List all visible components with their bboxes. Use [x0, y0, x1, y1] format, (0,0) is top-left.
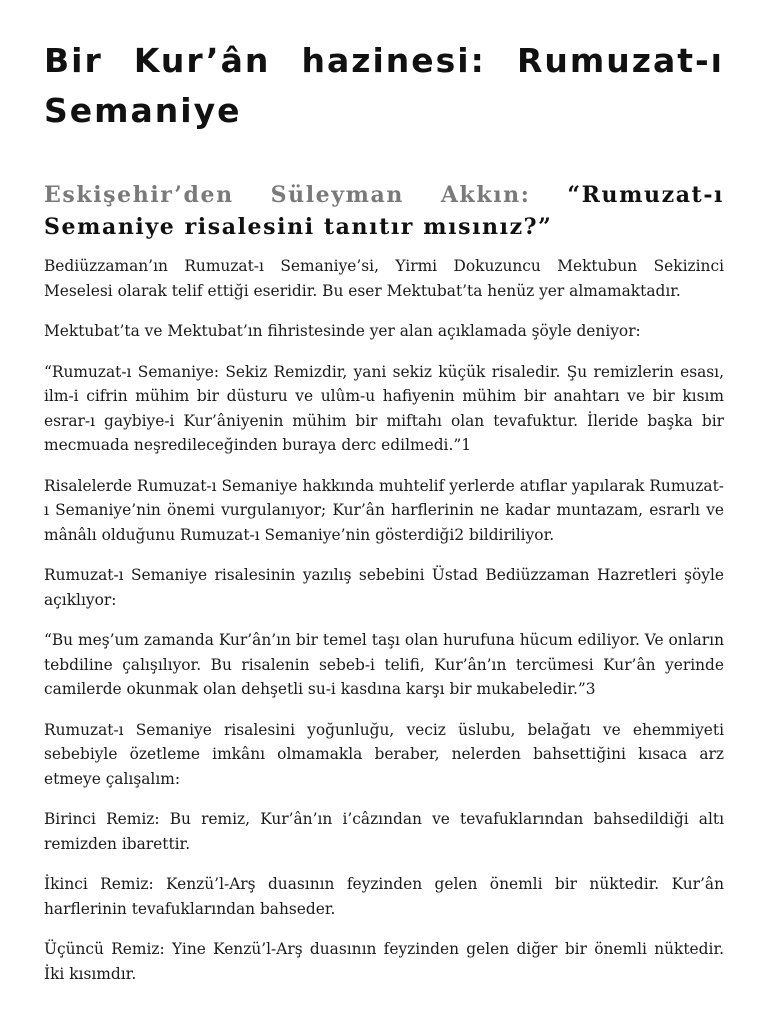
question-text: “Rumuzat-ı Semaniye risalesini tanıtır mısınız?” — [44, 182, 725, 240]
paragraph: Rumuzat-ı Semaniye risalesinin yazılış sebebini Üstad Bediüzzaman Hazretleri şöyle açıklıyor: — [44, 566, 724, 609]
paragraph: Risalelerde Rumuzat-ı Semaniye hakkında muhtelif yerlerde atıflar yapılarak Rumuzat-ı Semaniye’nin önemi vurgulanıyor; Kur’ân harflerinin ne kadar muntazam, esrarlı ve mânâlı olduğunu Rumuzat-ı Semaniye’nin gösterdiği2 bildiriliyor. — [44, 476, 724, 544]
article-page — [44, 36, 724, 1002]
question-author: Eskişehir’den Süleyman Akkın: — [44, 182, 531, 208]
paragraph: Rumuzat-ı Semaniye risalesini yoğunluğu, veciz üslubu, belağatı ve ehemmiyeti sebebiyle özetleme imkânı olmamakla beraber, nelerden bahsettiğini kısaca arz etmeye çalışalım: — [44, 720, 724, 788]
paragraph: Mektubat’ta ve Mektubat’ın fihristesinde yer alan açıklamada şöyle deniyor: — [44, 322, 641, 340]
paragraph: Bediüzzaman’ın Rumuzat-ı Semaniye’si, Yirmi Dokuzuncu Mektubun Sekizinci Meselesi olarak telif ettiği eseridir. Bu eser Mektubat’ta henüz yer almamaktadır. — [44, 257, 724, 300]
remiz-paragraph: İkinci Remiz: Kenzü’l-Arş duasının feyzinden gelen önemli bir nüktedir. Kur’ân harflerinin tevafuklarından bahseder. — [44, 875, 724, 918]
paragraph-quote: “Bu meş’um zamanda Kur’ân’ın bir temel taşı olan hurufuna hücum ediliyor. Ve onların tebdiline çalışılıyor. Bu risalenin sebeb-i telifi, Kur’ân’ın tercümesi Kur’ân yerinde camilerde okunmak olan dehşetli su-i kasdına karşı bir mukabeledir.”3 — [44, 631, 724, 698]
article-title: Bir Kur’ân hazinesi: Rumuzat-ı Semaniye — [44, 41, 724, 130]
paragraph-quote: “Rumuzat-ı Semaniye: Sekiz Remizdir, yani sekiz küçük risaledir. Şu remizlerin esası, ilm-i cifrin mühim bir düsturu ve ulûm-u hafiyenin mühim bir anahtarı ve bir kısım esrar-ı gaybiye-i Kur’âniyenin mühim bir miftahı olan tevafuktur. İleride başka bir mecmuada neşredileceğinden buraya derc edilmedi.”1 — [44, 362, 724, 454]
remiz-paragraph: Birinci Remiz: Bu remiz, Kur’ân’ın i’câzından ve tevafuklarından bahsedildiği altı remizden ibarettir. — [44, 810, 724, 853]
remiz-paragraph: Üçüncü Remiz: Yine Kenzü’l-Arş duasının feyzinden gelen diğer bir önemli nüktedir. İki kısımdır. — [44, 940, 724, 983]
question-heading — [44, 179, 724, 243]
